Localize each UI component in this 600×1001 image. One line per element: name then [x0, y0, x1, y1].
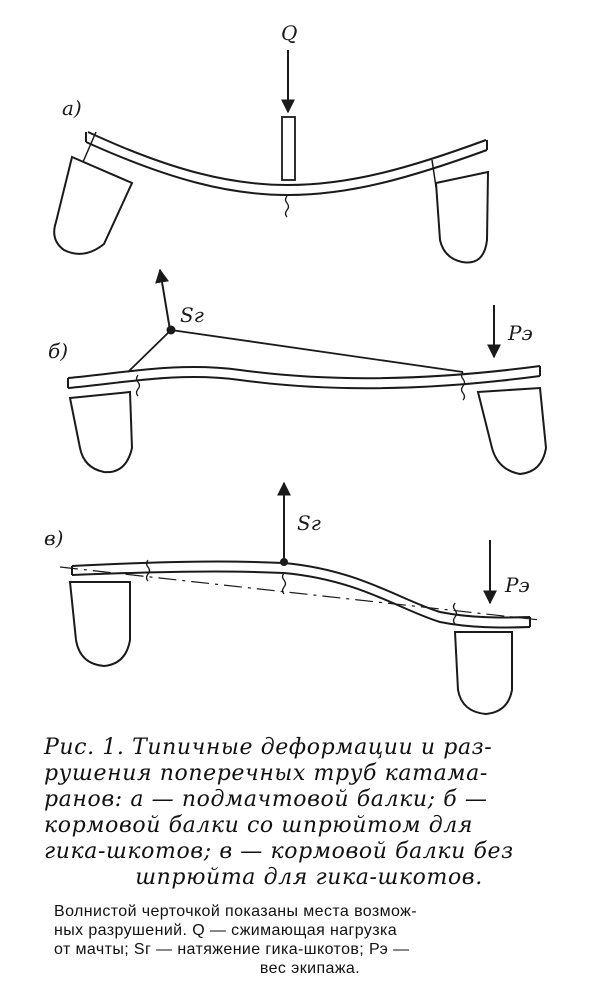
left-hull-b — [70, 392, 132, 472]
cross-beam-b — [68, 366, 540, 378]
note-line: от мачты; Sг — натяжение гика-шкотов; Рэ — — [54, 941, 410, 958]
cross-beam-v — [72, 562, 530, 618]
caption-line: шпрюйта для гика-шкотов. — [135, 865, 483, 890]
panel-b-label: б) — [48, 339, 69, 363]
panel-v-label: в) — [44, 526, 64, 550]
note-line: ных разрушений. Q — сжимающая нагрузка — [54, 922, 398, 939]
left-hull-v — [70, 582, 130, 666]
force-s-label-v: Sг — [297, 511, 321, 535]
note-line: вес экипажа. — [259, 960, 361, 977]
panel-v — [44, 483, 540, 714]
mast-post — [282, 117, 295, 180]
right-hull-v — [455, 632, 512, 714]
force-q-label: Q — [281, 21, 298, 45]
break-mark — [462, 372, 465, 400]
sprit-wire — [171, 330, 463, 372]
force-s-arrow-b — [160, 270, 170, 330]
caption-line: Рис. 1. Типичные деформации и раз- — [44, 735, 493, 760]
cross-beam-a — [88, 132, 486, 185]
caption-line: рушения поперечных труб катама- — [44, 761, 488, 786]
break-mark — [286, 196, 289, 217]
right-hull-b — [478, 388, 546, 474]
figure-caption — [44, 735, 574, 891]
force-s-label-b: Sг — [180, 303, 204, 327]
panel-b — [48, 270, 546, 474]
caption-line: кормовой балки со шпрюйтом для — [44, 813, 474, 838]
sheet-point-v — [281, 559, 287, 565]
force-p-label-b: Рэ — [508, 321, 533, 345]
force-p-label-v: Рэ — [505, 573, 530, 597]
caption-line: гика-шкотов; в — кормовой балки без — [44, 839, 514, 864]
break-mark — [283, 573, 286, 594]
sprit-left-strut — [128, 330, 171, 372]
left-hull-a — [54, 157, 132, 254]
caption-line: ранов: а — подмачтовой балки; б — — [44, 787, 488, 812]
right-hull-a — [436, 172, 488, 263]
note-line: Волнистой черточкой показаны места возмож- — [54, 903, 417, 920]
figure-note — [54, 902, 566, 978]
break-mark — [137, 375, 140, 396]
panel-a — [54, 21, 488, 263]
panel-a-label: а) — [62, 96, 82, 120]
